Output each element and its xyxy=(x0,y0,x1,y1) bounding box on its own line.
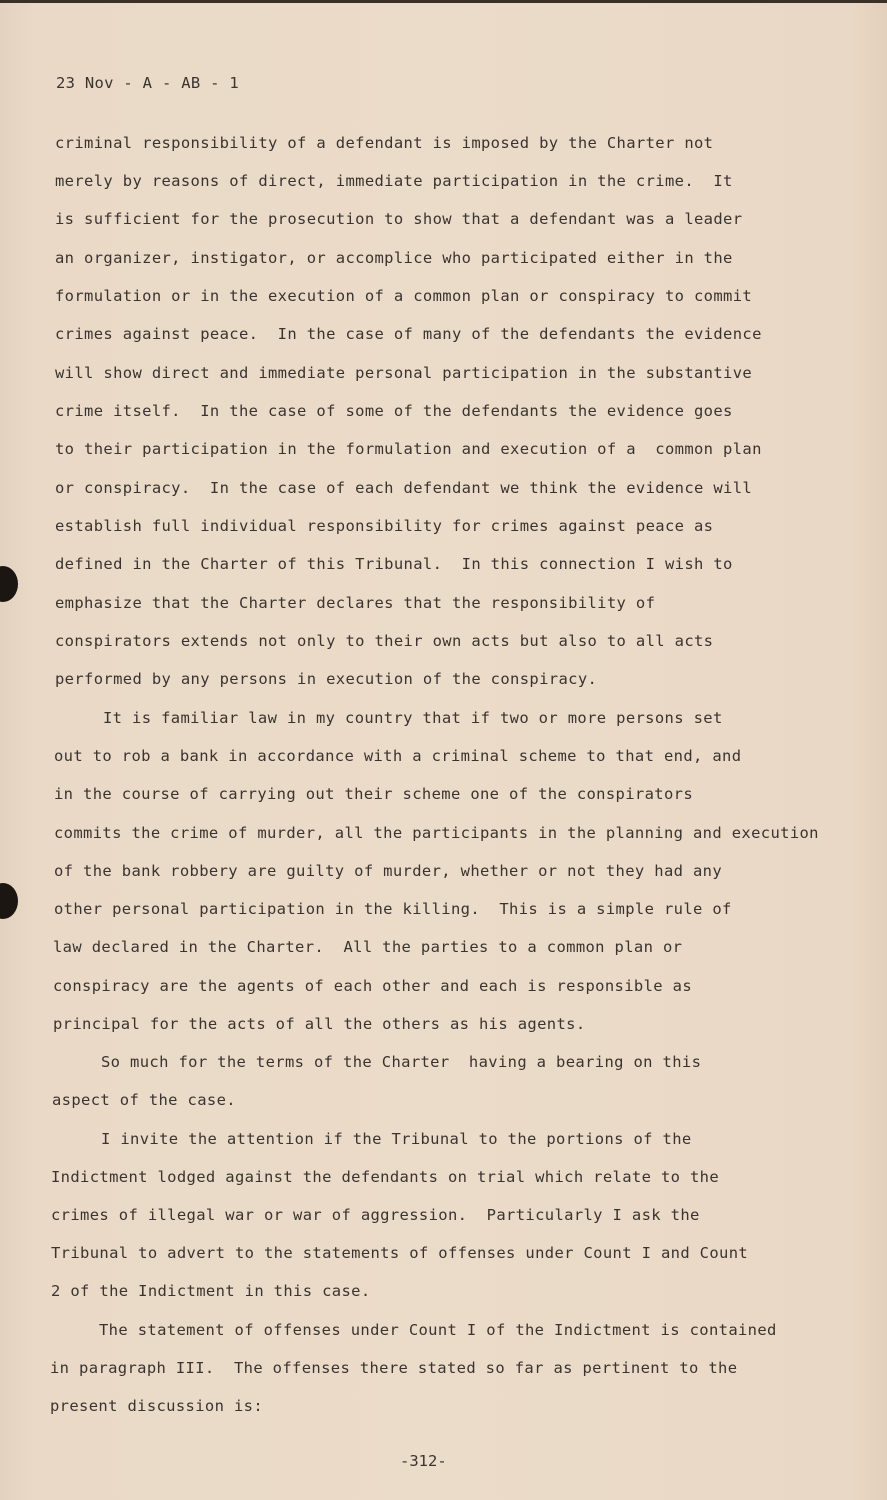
page-top-edge xyxy=(0,0,887,3)
body-text-line: to their participation in the formulation and execution of a common plan xyxy=(55,440,762,458)
body-text-line: The statement of offenses under Count I of the Indictment is contained xyxy=(99,1321,777,1339)
body-text-line: of the bank robbery are guilty of murder, whether or not they had any xyxy=(54,862,723,880)
body-text-line: will show direct and immediate personal participation in the substantive xyxy=(55,364,753,382)
body-text-line: merely by reasons of direct, immediate participation in the crime. It xyxy=(55,172,733,190)
body-text-line: I invite the attention if the Tribunal to the portions of the xyxy=(101,1130,692,1148)
body-text-line: crimes of illegal war or war of aggression. Particularly I ask the xyxy=(51,1206,700,1224)
body-text-line: 2 of the Indictment in this case. xyxy=(51,1282,371,1300)
body-text-line: in paragraph III. The offenses there stated so far as pertinent to the xyxy=(50,1359,738,1377)
page-number: -312- xyxy=(400,1452,447,1470)
body-text-line: conspiracy are the agents of each other and each is responsible as xyxy=(53,977,692,995)
body-text-line: defined in the Charter of this Tribunal. In this connection I wish to xyxy=(55,555,733,573)
body-text-line: commits the crime of murder, all the participants in the planning and execution xyxy=(54,824,819,842)
body-text-line: It is familiar law in my country that if two or more persons set xyxy=(103,709,723,727)
body-text-line: Tribunal to advert to the statements of offenses under Count I and Count xyxy=(51,1244,749,1262)
body-text-line: law declared in the Charter. All the parties to a common plan or xyxy=(53,938,683,956)
body-text-line: emphasize that the Charter declares that the responsibility of xyxy=(55,594,656,612)
body-text-line: principal for the acts of all the others as his agents. xyxy=(53,1015,586,1033)
body-text-line: an organizer, instigator, or accomplice who participated either in the xyxy=(55,249,733,267)
body-text-line: is sufficient for the prosecution to show that a defendant was a leader xyxy=(55,210,743,228)
punch-hole xyxy=(0,883,18,919)
body-text-line: establish full individual responsibility for crimes against peace as xyxy=(55,517,714,535)
body-text-line: other personal participation in the killing. This is a simple rule of xyxy=(54,900,732,918)
body-text-line: in the course of carrying out their scheme one of the conspirators xyxy=(54,785,693,803)
body-text-line: Indictment lodged against the defendants on trial which relate to the xyxy=(51,1168,720,1186)
punch-hole xyxy=(0,566,18,602)
body-text-line: out to rob a bank in accordance with a criminal scheme to that end, and xyxy=(54,747,742,765)
body-text-line: criminal responsibility of a defendant is imposed by the Charter not xyxy=(55,134,714,152)
body-text-line: crimes against peace. In the case of many of the defendants the evidence xyxy=(55,325,762,343)
body-text-line: conspirators extends not only to their own acts but also to all acts xyxy=(55,632,714,650)
body-text-line: crime itself. In the case of some of the defendants the evidence goes xyxy=(55,402,733,420)
body-text-line: present discussion is: xyxy=(50,1397,263,1415)
body-text-line: or conspiracy. In the case of each defendant we think the evidence will xyxy=(55,479,753,497)
body-text-line: aspect of the case. xyxy=(52,1091,236,1109)
body-text-line: So much for the terms of the Charter having a bearing on this xyxy=(101,1053,702,1071)
document-reference-header: 23 Nov - A - AB - 1 xyxy=(56,74,240,92)
body-text-line: formulation or in the execution of a common plan or conspiracy to commit xyxy=(55,287,753,305)
body-text-line: performed by any persons in execution of the conspiracy. xyxy=(55,670,598,688)
